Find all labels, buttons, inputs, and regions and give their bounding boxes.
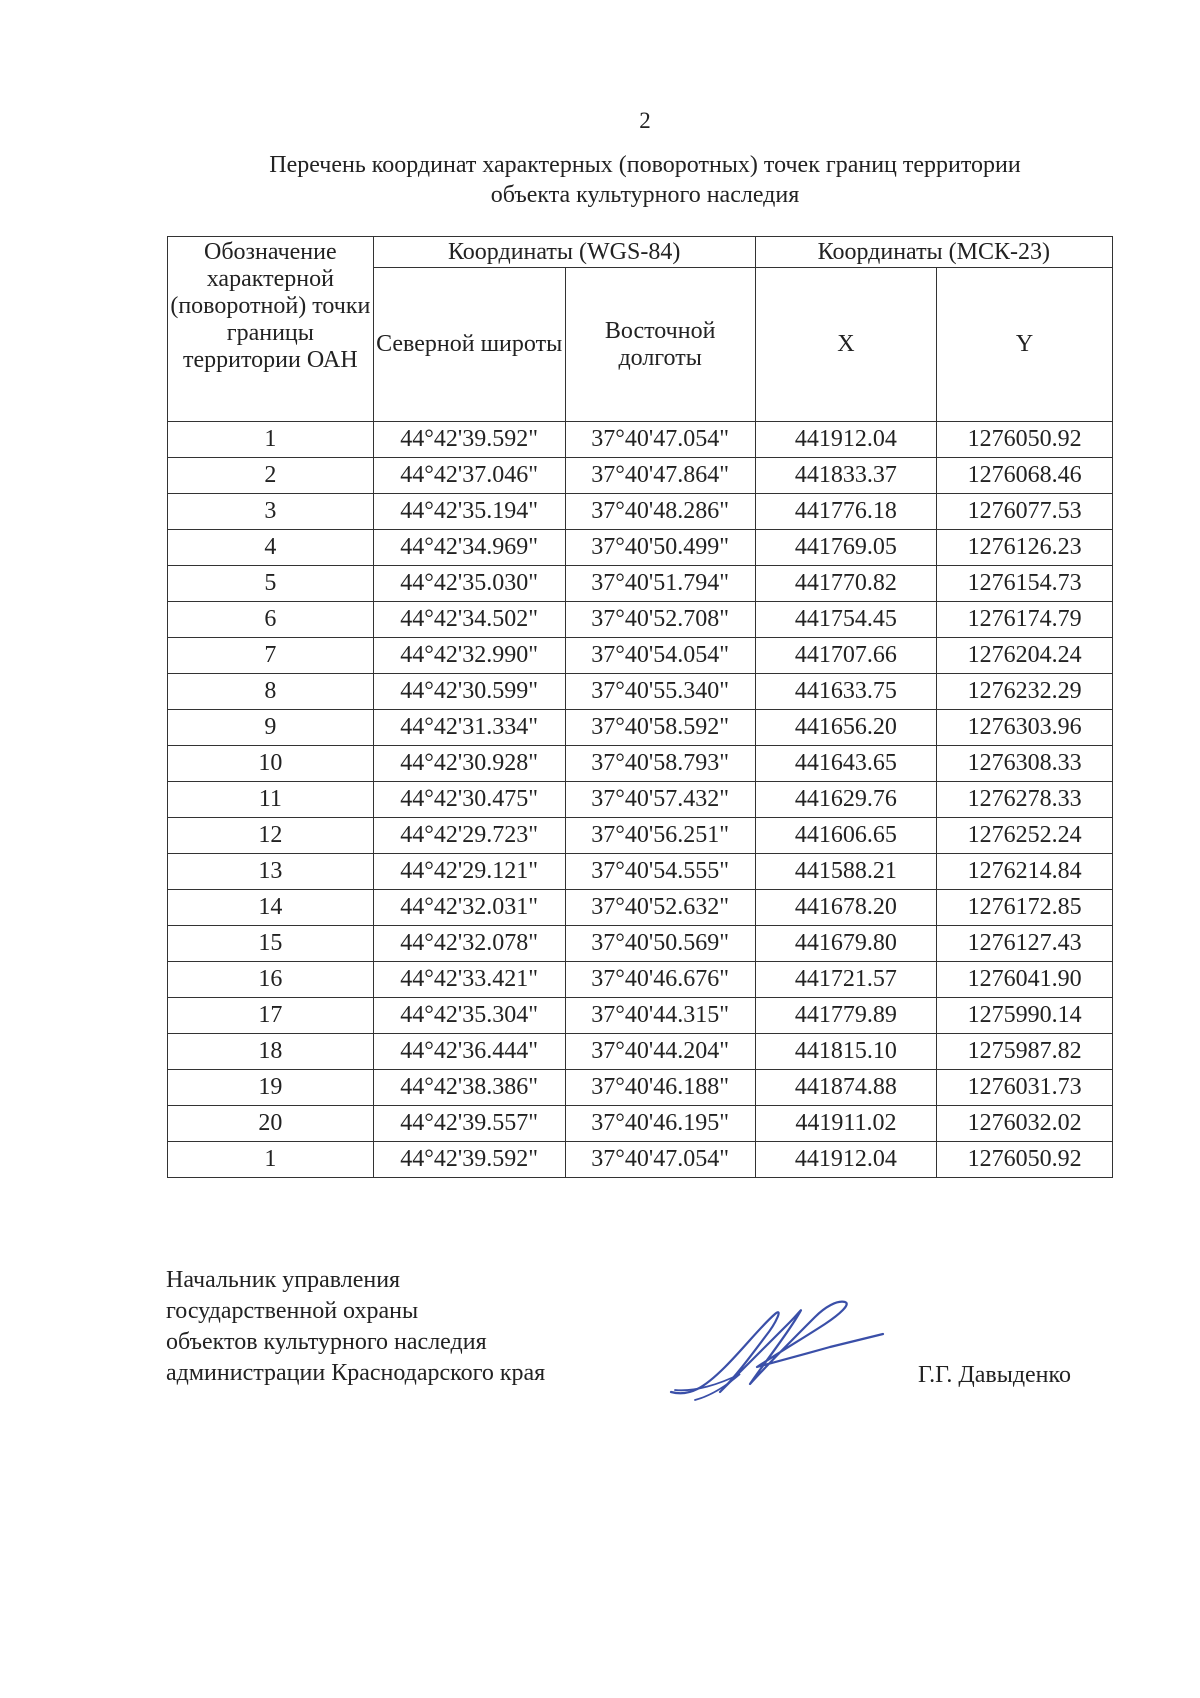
coordinates-table xyxy=(167,236,1113,1178)
page-number: 2 xyxy=(639,108,651,133)
table-row xyxy=(168,1070,1113,1106)
latitude-cell: 44°42'32.031" xyxy=(373,890,565,926)
coord-y-cell: 1276050.92 xyxy=(937,422,1113,458)
longitude-cell: 37°40'50.569" xyxy=(565,926,755,962)
coord-y-cell: 1276077.53 xyxy=(937,494,1113,530)
latitude-cell: 44°42'39.557" xyxy=(373,1106,565,1142)
coord-x-cell: 441721.57 xyxy=(755,962,936,998)
coord-y-cell: 1276127.43 xyxy=(937,926,1113,962)
coord-y-cell: 1276154.73 xyxy=(937,566,1113,602)
longitude-cell: 37°40'56.251" xyxy=(565,818,755,854)
table-row xyxy=(168,1034,1113,1070)
longitude-cell: 37°40'47.864" xyxy=(565,458,755,494)
coord-x-cell: 441679.80 xyxy=(755,926,936,962)
latitude-cell: 44°42'30.475" xyxy=(373,782,565,818)
coord-x-cell: 441770.82 xyxy=(755,566,936,602)
point-number-cell: 1 xyxy=(168,1142,374,1178)
longitude-cell: 37°40'47.054" xyxy=(565,422,755,458)
point-number-cell: 12 xyxy=(168,818,374,854)
table-row xyxy=(168,1142,1113,1178)
longitude-cell: 37°40'54.054" xyxy=(565,638,755,674)
coordinates-table-header xyxy=(168,237,1113,422)
longitude-cell: 37°40'44.204" xyxy=(565,1034,755,1070)
latitude-cell: 44°42'34.969" xyxy=(373,530,565,566)
table-row xyxy=(168,890,1113,926)
point-number-cell: 5 xyxy=(168,566,374,602)
point-number-cell: 13 xyxy=(168,854,374,890)
document-title-line-1: Перечень координат характерных (поворотных) точек границ территории xyxy=(269,152,1021,178)
coord-x-cell: 441912.04 xyxy=(755,1142,936,1178)
latitude-cell: 44°42'39.592" xyxy=(373,1142,565,1178)
point-number-cell: 10 xyxy=(168,746,374,782)
point-number-cell: 14 xyxy=(168,890,374,926)
document-title-line-2: объекта культурного наследия xyxy=(490,182,800,208)
latitude-cell: 44°42'36.444" xyxy=(373,1034,565,1070)
latitude-cell: 44°42'37.046" xyxy=(373,458,565,494)
coord-x-cell: 441776.18 xyxy=(755,494,936,530)
table-row xyxy=(168,566,1113,602)
signer-name: Г.Г. Давыденко xyxy=(918,1362,1071,1388)
latitude-cell: 44°42'32.078" xyxy=(373,926,565,962)
coord-y-cell: 1276174.79 xyxy=(937,602,1113,638)
table-row xyxy=(168,710,1113,746)
coord-y-cell: 1275990.14 xyxy=(937,998,1113,1034)
longitude-cell: 37°40'52.708" xyxy=(565,602,755,638)
latitude-cell: 44°42'29.121" xyxy=(373,854,565,890)
table-row xyxy=(168,818,1113,854)
table-row xyxy=(168,638,1113,674)
longitude-cell: 37°40'46.195" xyxy=(565,1106,755,1142)
coordinates-table-body xyxy=(168,422,1113,1178)
coord-x-cell: 441815.10 xyxy=(755,1034,936,1070)
header-longitude: Восточной долготы xyxy=(565,268,755,422)
coord-y-cell: 1276068.46 xyxy=(937,458,1113,494)
point-number-cell: 16 xyxy=(168,962,374,998)
point-number-cell: 1 xyxy=(168,422,374,458)
table-row xyxy=(168,854,1113,890)
latitude-cell: 44°42'33.421" xyxy=(373,962,565,998)
header-msk23-group: Координаты (МСК-23) xyxy=(755,237,1112,268)
coord-x-cell: 441874.88 xyxy=(755,1070,936,1106)
header-latitude: Северной широты xyxy=(373,268,565,422)
table-row xyxy=(168,1106,1113,1142)
document-title xyxy=(140,150,1150,210)
coord-x-cell: 441912.04 xyxy=(755,422,936,458)
point-number-cell: 3 xyxy=(168,494,374,530)
latitude-cell: 44°42'30.928" xyxy=(373,746,565,782)
coord-y-cell: 1276308.33 xyxy=(937,746,1113,782)
coord-x-cell: 441754.45 xyxy=(755,602,936,638)
position-line-2: государственной охраны xyxy=(166,1298,419,1324)
coord-x-cell: 441779.89 xyxy=(755,998,936,1034)
longitude-cell: 37°40'46.188" xyxy=(565,1070,755,1106)
coord-x-cell: 441678.20 xyxy=(755,890,936,926)
coord-y-cell: 1276126.23 xyxy=(937,530,1113,566)
point-number-cell: 4 xyxy=(168,530,374,566)
position-line-1: Начальник управления xyxy=(166,1267,401,1293)
coord-x-cell: 441643.65 xyxy=(755,746,936,782)
table-row xyxy=(168,746,1113,782)
latitude-cell: 44°42'34.502" xyxy=(373,602,565,638)
point-number-cell: 15 xyxy=(168,926,374,962)
point-number-cell: 19 xyxy=(168,1070,374,1106)
coord-y-cell: 1276252.24 xyxy=(937,818,1113,854)
coord-y-cell: 1276303.96 xyxy=(937,710,1113,746)
table-row xyxy=(168,530,1113,566)
coord-y-cell: 1276050.92 xyxy=(937,1142,1113,1178)
coord-y-cell: 1276032.02 xyxy=(937,1106,1113,1142)
position-line-3: объектов культурного наследия xyxy=(166,1329,487,1355)
longitude-cell: 37°40'54.555" xyxy=(565,854,755,890)
latitude-cell: 44°42'35.304" xyxy=(373,998,565,1034)
coord-x-cell: 441769.05 xyxy=(755,530,936,566)
point-number-cell: 6 xyxy=(168,602,374,638)
longitude-cell: 37°40'44.315" xyxy=(565,998,755,1034)
table-row xyxy=(168,602,1113,638)
longitude-cell: 37°40'58.592" xyxy=(565,710,755,746)
longitude-cell: 37°40'51.794" xyxy=(565,566,755,602)
longitude-cell: 37°40'47.054" xyxy=(565,1142,755,1178)
coord-y-cell: 1276172.85 xyxy=(937,890,1113,926)
coord-y-cell: 1276031.73 xyxy=(937,1070,1113,1106)
table-row xyxy=(168,674,1113,710)
coord-x-cell: 441633.75 xyxy=(755,674,936,710)
latitude-cell: 44°42'38.386" xyxy=(373,1070,565,1106)
table-row xyxy=(168,998,1113,1034)
header-wgs84-group: Координаты (WGS-84) xyxy=(373,237,755,268)
coord-x-cell: 441656.20 xyxy=(755,710,936,746)
coord-x-cell: 441588.21 xyxy=(755,854,936,890)
coord-x-cell: 441707.66 xyxy=(755,638,936,674)
coord-x-cell: 441629.76 xyxy=(755,782,936,818)
point-number-cell: 9 xyxy=(168,710,374,746)
coord-x-cell: 441833.37 xyxy=(755,458,936,494)
longitude-cell: 37°40'46.676" xyxy=(565,962,755,998)
latitude-cell: 44°42'30.599" xyxy=(373,674,565,710)
longitude-cell: 37°40'50.499" xyxy=(565,530,755,566)
latitude-cell: 44°42'35.194" xyxy=(373,494,565,530)
table-row xyxy=(168,782,1113,818)
point-number-cell: 18 xyxy=(168,1034,374,1070)
table-row xyxy=(168,494,1113,530)
coord-y-cell: 1276278.33 xyxy=(937,782,1113,818)
longitude-cell: 37°40'55.340" xyxy=(565,674,755,710)
coord-x-cell: 441911.02 xyxy=(755,1106,936,1142)
latitude-cell: 44°42'35.030" xyxy=(373,566,565,602)
handwritten-signature xyxy=(665,1292,895,1407)
signature-block xyxy=(166,1265,545,1389)
coord-y-cell: 1276232.29 xyxy=(937,674,1113,710)
coord-y-cell: 1276041.90 xyxy=(937,962,1113,998)
point-number-cell: 20 xyxy=(168,1106,374,1142)
header-designation: Обозначение характерной (поворотной) точки границы территории ОАН xyxy=(168,237,374,422)
longitude-cell: 37°40'48.286" xyxy=(565,494,755,530)
longitude-cell: 37°40'52.632" xyxy=(565,890,755,926)
coord-x-cell: 441606.65 xyxy=(755,818,936,854)
latitude-cell: 44°42'39.592" xyxy=(373,422,565,458)
table-row xyxy=(168,422,1113,458)
longitude-cell: 37°40'58.793" xyxy=(565,746,755,782)
coord-y-cell: 1276214.84 xyxy=(937,854,1113,890)
position-line-4: администрации Краснодарского края xyxy=(166,1360,546,1386)
point-number-cell: 11 xyxy=(168,782,374,818)
latitude-cell: 44°42'29.723" xyxy=(373,818,565,854)
point-number-cell: 2 xyxy=(168,458,374,494)
point-number-cell: 8 xyxy=(168,674,374,710)
longitude-cell: 37°40'57.432" xyxy=(565,782,755,818)
point-number-cell: 17 xyxy=(168,998,374,1034)
header-y: Y xyxy=(937,268,1113,422)
latitude-cell: 44°42'31.334" xyxy=(373,710,565,746)
table-row xyxy=(168,458,1113,494)
table-row xyxy=(168,926,1113,962)
coord-y-cell: 1275987.82 xyxy=(937,1034,1113,1070)
point-number-cell: 7 xyxy=(168,638,374,674)
table-row xyxy=(168,962,1113,998)
header-x: X xyxy=(755,268,936,422)
latitude-cell: 44°42'32.990" xyxy=(373,638,565,674)
coord-y-cell: 1276204.24 xyxy=(937,638,1113,674)
